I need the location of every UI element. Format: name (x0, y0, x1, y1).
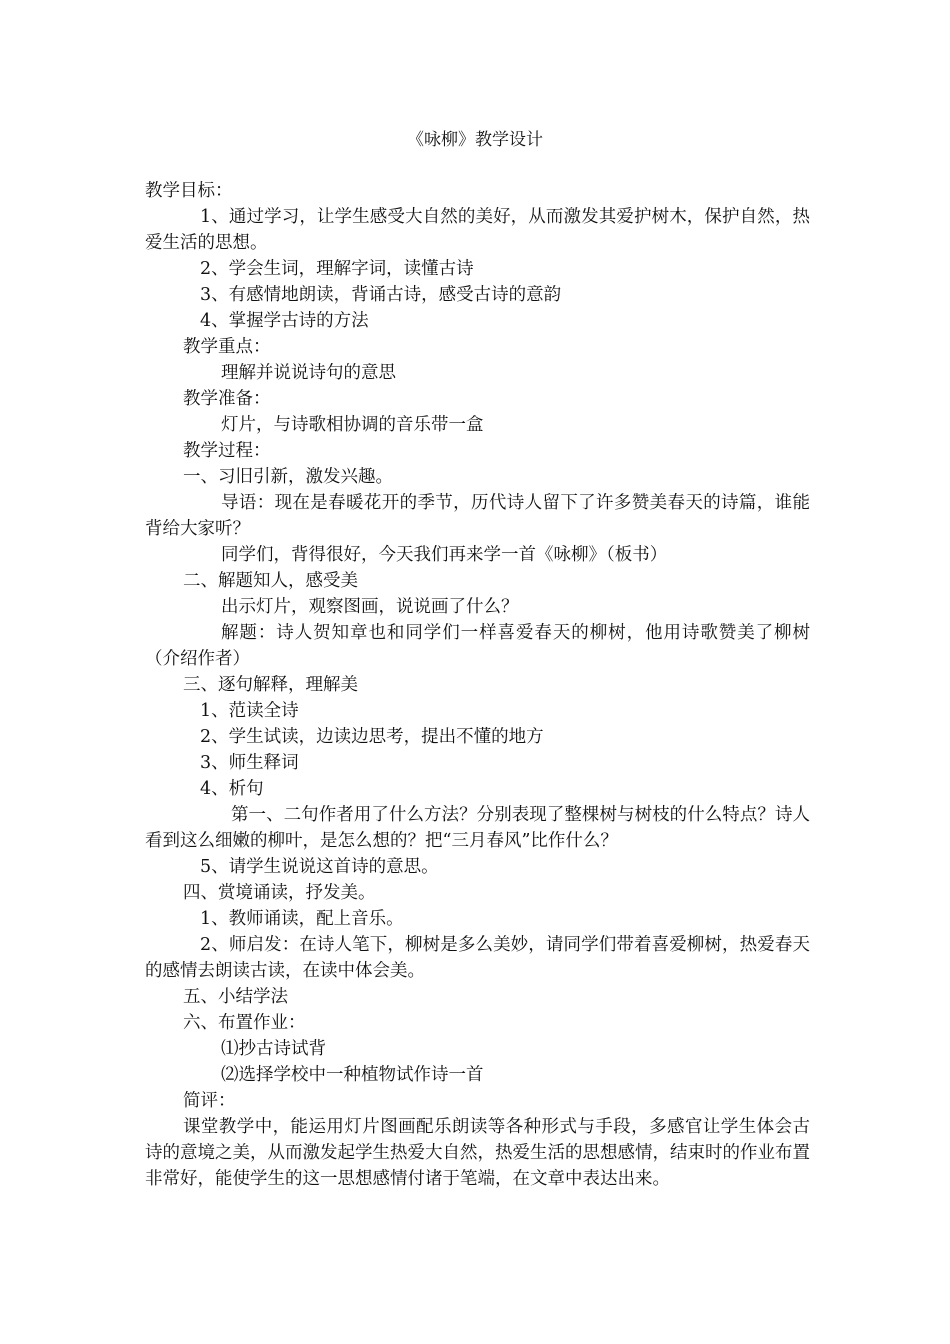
document-body (145, 178, 810, 1192)
text-line: 出示灯片，观察图画，说说画了什么？ (221, 597, 519, 617)
text-line: 五、小结学法 (183, 987, 288, 1007)
document-title: 《咏柳》教学设计 (407, 130, 543, 150)
paragraph: 2、师启发：在诗人笔下，柳树是多么美妙，请同学们带着喜爱柳树，热爱春天的感情去朗读古读，在读中体会美。 (145, 935, 810, 981)
paragraph: 第一、二句作者用了什么方法？分别表现了整棵树与树枝的什么特点？诗人看到这么细嫩的柳叶，是怎么想的？把“三月春风”比作什么？ (145, 805, 810, 851)
text-line: 理解并说说诗句的意思 (221, 363, 396, 383)
text-line: 1、范读全诗 (200, 701, 299, 721)
text-line: 二、解题知人，感受美 (183, 571, 358, 591)
text-line: 教学过程： (183, 441, 271, 461)
text-line: 同学们，背得很好，今天我们再来学一首《咏柳》（板书） (221, 545, 668, 565)
text-line: 3、师生释词 (200, 753, 299, 773)
text-line: 5、请学生说说这首诗的意思。 (200, 857, 439, 877)
text-line: 六、布置作业： (183, 1013, 306, 1033)
text-line: 灯片，与诗歌相协调的音乐带一盒 (221, 415, 484, 435)
text-line: 2、学会生词，理解字词，读懂古诗 (200, 259, 474, 279)
text-line: 3、有感情地朗读，背诵古诗，感受古诗的意韵 (200, 285, 562, 305)
text-line: 一、习旧引新，激发兴趣。 (183, 467, 393, 487)
text-line: 简评： (183, 1091, 236, 1111)
text-line: 四、赏境诵读，抒发美。 (183, 883, 376, 903)
paragraph: 1、通过学习，让学生感受大自然的美好，从而激发其爱护树木，保护自然，热爱生活的思想。 (145, 207, 810, 253)
paragraph: 导语：现在是春暖花开的季节，历代诗人留下了许多赞美春天的诗篇，谁能背给大家听？ (145, 493, 810, 539)
text-line: 2、学生试读，边读边思考，提出不懂的地方 (200, 727, 544, 747)
text-line: ⑴抄古诗试背 (221, 1039, 326, 1059)
paragraph: 解题：诗人贺知章也和同学们一样喜爱春天的柳树，他用诗歌赞美了柳树（介绍作者） (145, 623, 810, 669)
text-line: 4、析句 (200, 779, 264, 799)
text-line: 教学目标： (145, 181, 233, 201)
text-line: 教学准备： (183, 389, 271, 409)
text-line: 4、掌握学古诗的方法 (200, 311, 369, 331)
paragraph: 课堂教学中，能运用灯片图画配乐朗读等各种形式与手段，多感官让学生体会古诗的意境之美，从而激发起学生热爱大自然，热爱生活的思想感情，结束时的作业布置非常好，能使学生的这一思想感情付诸于笔端，在文章中表达出来。 (145, 1117, 810, 1189)
text-line: ⑵选择学校中一种植物试作诗一首 (221, 1065, 484, 1085)
text-line: 教学重点： (183, 337, 271, 357)
text-line: 1、教师诵读，配上音乐。 (200, 909, 404, 929)
text-line: 三、逐句解释，理解美 (183, 675, 358, 695)
